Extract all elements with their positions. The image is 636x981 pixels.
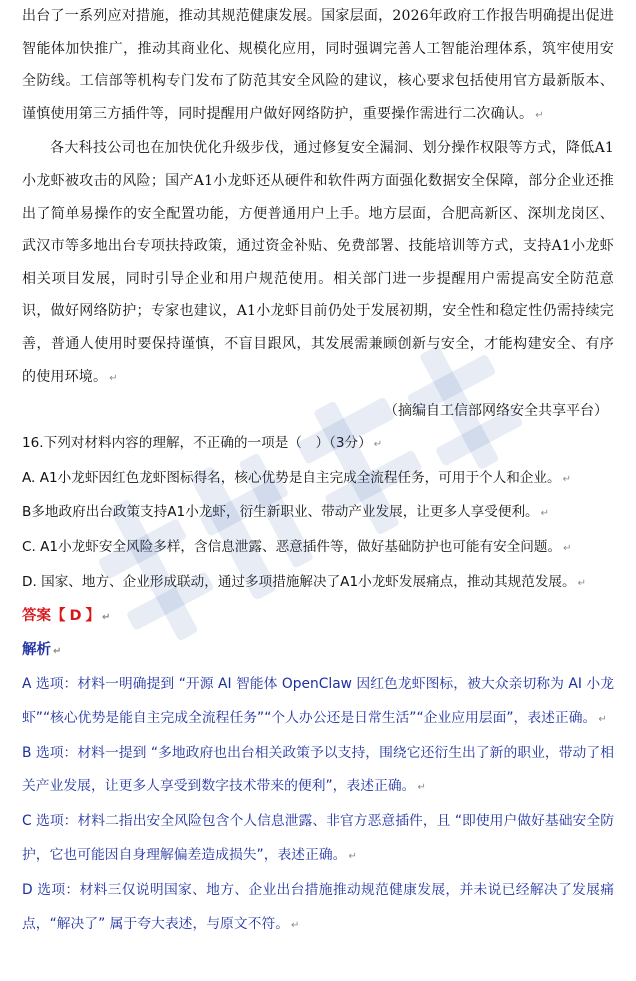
option-a: A. A1小龙虾因红色龙虾图标得名，核心优势是自主完成全流程任务，可用于个人和企业。 ↵ [22, 469, 572, 486]
option-b: B多地政府出台政策支持A1小龙虾，衍生新职业、带动产业发展，让更多人享受便利。 ↵ [22, 504, 550, 521]
option-a-text: A. A1小龙虾因红色龙虾图标得名，核心优势是自主完成全流程任务，可用于个人和企业。 [22, 469, 561, 486]
answer-close: 】 [85, 608, 101, 625]
material-paragraph-2-text: 各大科技公司也在加快优化升级步伐，通过修复安全漏洞、划分操作权限等方式，降低A1小龙虾被攻击的风险；国产A1小龙虾还从硬件和软件两方面强化数据安全保障，部分企业还推出了简单易操作的安全配置功能，方便普通用户上手。地方层面，合肥高新区、深圳龙岗区、武汉市等多地出台专项扶持政策，通过资金补贴、免费部署、技能培训等方式，支持A1小龙虾相关项目发展，同时引导企业和用户规范使用。相关部门进一步提醒用户需提高安全防范意识，做好网络防护；专家也建议，A1小龙虾目前仍处于发展初期，安全性和稳定性仍需持续完善，普通人使用时要保持谨慎，不盲目跟风，其发展需兼顾创新与安全，才能构建安全、有序的使用环境。 [22, 140, 614, 385]
answer-line: 答案【 D 】 ↵ [22, 608, 111, 625]
option-c-text: C. A1小龙虾安全风险多样，含信息泄露、恶意插件等，做好基础防护也可能有安全问题。 [22, 538, 562, 555]
analysis-item-a: A 选项：材料一明确提到 “开源 AI 智能体 OpenClaw 因红色龙虾图标，被大众亲切称为 AI 小龙虾”“核心优势是能自主完成全流程任务”“个人办公还是日常生活”“企业应用层面”，表述正确。 ↵ [22, 676, 614, 726]
analysis-item-d: D 选项：材料三仅说明国家、地方、企业出台措施推动规范健康发展，并未说已经解决了发展痛点，“解决了” 属于夸大表述，与原文不符。 ↵ [22, 881, 614, 932]
analysis-item-c: C 选项：材料二指出安全风险包含个人信息泄露、非官方恶意插件，且 “即使用户做好基础安全防护，它也可能因自身理解偏差造成损失”，表述正确。 ↵ [22, 813, 614, 864]
question-stem-text: 16.下列对材料内容的理解，不正确的一项是（ ）（3分） [22, 435, 372, 452]
analysis-item-a-text: A 选项：材料一明确提到 “开源 AI 智能体 OpenClaw 因红色龙虾图标，被大众亲切称为 AI 小龙虾”“核心优势是能自主完成全流程任务”“个人办公还是日常生活”“企业应用层面”，表述正确。 [22, 676, 614, 726]
analysis-item-d-text: D 选项：材料三仅说明国家、地方、企业出台措施推动规范健康发展，并未说已经解决了发展痛点，“解决了” 属于夸大表述，与原文不符。 [22, 881, 614, 932]
question-stem: 16.下列对材料内容的理解，不正确的一项是（ ）（3分） ↵ [22, 435, 383, 452]
analysis-item-c-text: C 选项：材料二指出安全风险包含个人信息泄露、非官方恶意插件，且 “即使用户做好基础安全防护，它也可能因自身理解偏差造成损失”，表述正确。 [22, 813, 614, 864]
answer-label: 答案【 [22, 608, 66, 625]
analysis-item-b: B 选项：材料一提到 “多地政府也出台相关政策予以支持，围绕它还衍生出了新的职业，带动了相关产业发展，让更多人享受到数字技术带来的便利”，表述正确。 ↵ [22, 744, 614, 795]
option-c: C. A1小龙虾安全风险多样，含信息泄露、恶意插件等，做好基础防护也可能有安全问题。 ↵ [22, 538, 572, 555]
answer-value: D [69, 608, 82, 625]
option-d: D. 国家、地方、企业形成联动，通过多项措施解决了A1小龙虾发展痛点，推动其规范发展。 ↵ [22, 573, 587, 590]
material-paragraph-1: 出台了一系列应对措施，推动其规范健康发展。国家层面，2026年政府工作报告明确提出促进智能体加快推广，推动其商业化、规模化应用，同时强调完善人工智能治理体系，筑牢使用安全防线。工信部等机构专门发布了防范其安全风险的建议，核心要求包括使用官方最新版本、谨慎使用第三方插件等，同时提醒用户做好网络防护，重要操作需进行二次确认。 ↵ [22, 8, 614, 122]
material-paragraph-1-text: 出台了一系列应对措施，推动其规范健康发展。国家层面，2026年政府工作报告明确提出促进智能体加快推广，推动其商业化、规模化应用，同时强调完善人工智能治理体系，筑牢使用安全防线。工信部等机构专门发布了防范其安全风险的建议，核心要求包括使用官方最新版本、谨慎使用第三方插件等，同时提醒用户做好网络防护，重要操作需进行二次确认。 [22, 8, 614, 122]
analysis-item-b-text: B 选项：材料一提到 “多地政府也出台相关政策予以支持，围绕它还衍生出了新的职业，带动了相关产业发展，让更多人享受到数字技术带来的便利”，表述正确。 [22, 744, 614, 795]
source-citation [22, 395, 614, 427]
analysis-heading-text: 解析 [22, 642, 51, 659]
option-b-text: B多地政府出台政策支持A1小龙虾，衍生新职业、带动产业发展，让更多人享受便利。 [22, 504, 539, 521]
source-citation-text: （摘编自工信部网络安全共享平台） [384, 403, 608, 420]
analysis-heading: 解析 ↵ [22, 642, 62, 659]
material-paragraph-2: 各大科技公司也在加快优化升级步伐，通过修复安全漏洞、划分操作权限等方式，降低A1小龙虾被攻击的风险；国产A1小龙虾还从硬件和软件两方面强化数据安全保障，部分企业还推出了简单易操作的安全配置功能，方便普通用户上手。地方层面，合肥高新区、深圳龙岗区、武汉市等多地出台专项扶持政策，通过资金补贴、免费部署、技能培训等方式，支持A1小龙虾相关项目发展，同时引导企业和用户规范使用。相关部门进一步提醒用户需提高安全防范意识，做好网络防护；专家也建议，A1小龙虾目前仍处于发展初期，安全性和稳定性仍需持续完善，普通人使用时要保持谨慎，不盲目跟风，其发展需兼顾创新与安全，才能构建安全、有序的使用环境。 ↵ [22, 140, 614, 385]
option-d-text: D. 国家、地方、企业形成联动，通过多项措施解决了A1小龙虾发展痛点，推动其规范发展。 [22, 573, 576, 590]
